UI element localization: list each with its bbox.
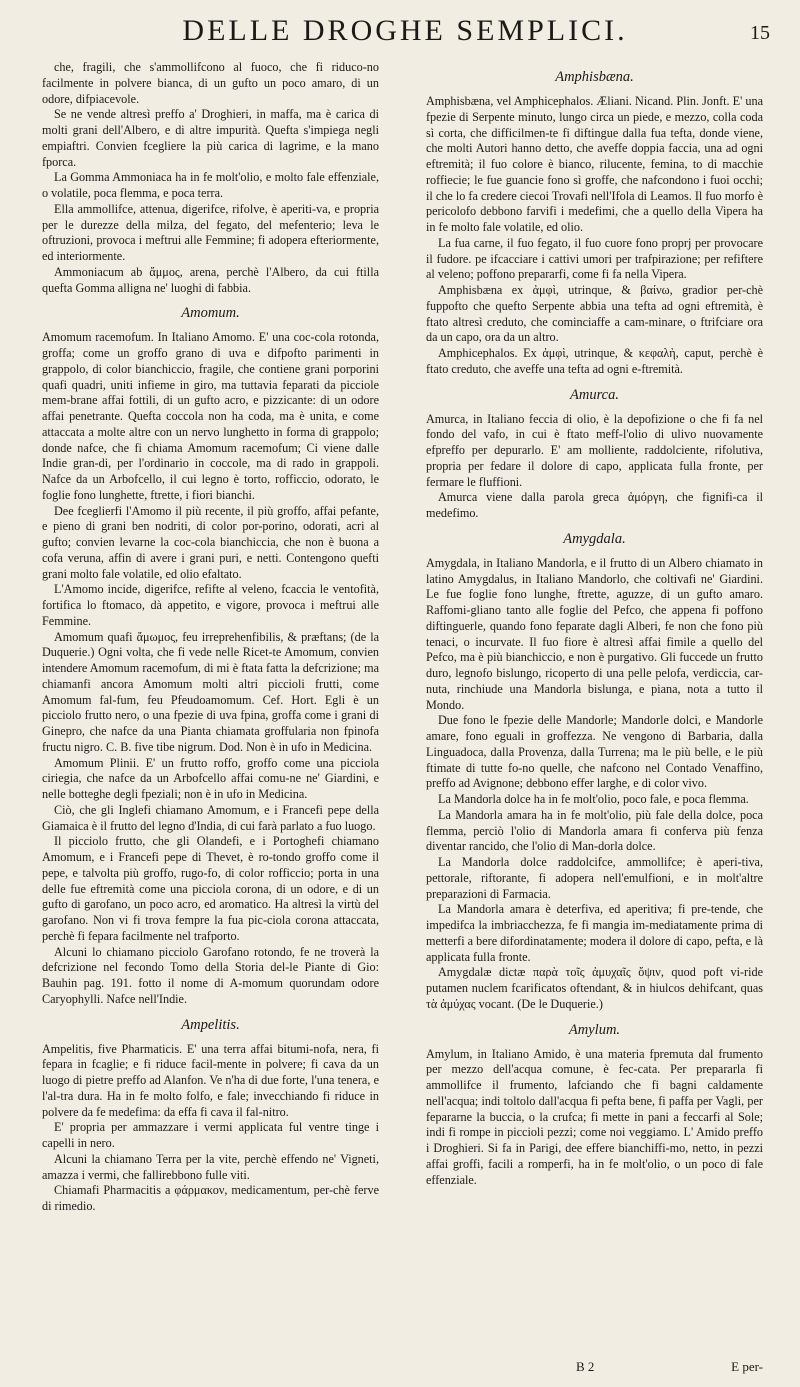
entry-paragraph: Amylum, in Italiano Amido, è una materia fpremuta dal frumento per mezzo dell'acqua comune, è fec-cata. Per prepararla fi ammollifce il frumento, lafciando che fi bagni caldamente nell'acqua; indi toltolo dall'acqua fi pefta bene, fi paffa per Vagli, per fepararne la buccia, o la crufca; fi mette in pani a feccarfi al Sole; indi fi rompe in piccioli pezzi; come noi veggiamo. L' Amido preffo i Droghieri. Si fa in Parigi, dee effere bianchiffi-mo, netto, in pezzi affai groffi, facili a romperfi, ha in fe molt'olio, o un poco di fale effenziale. [426,1046,763,1187]
entry-paragraph: Alcuni lo chiamano picciolo Garofano rotondo, fe ne troverà la defcrizione nel fecondo Tomo della Storia del-le Piante di Gio: Bauhin pag. 191. fotto il nome di A-momum quorundam odore Caryophylli. Nafce nell'Indie. [42,944,379,1006]
dictionary-entry [426,1021,763,1189]
entry-paragraph: Dee fceglierfi l'Amomo il più recente, il più groffo, affai pefante, e pieno di grani ben nodriti, di color por-porino, odorati, acri al gufto; convien levarne la coc-cola bianchiccia, che non è buona a cofa veruna, affin di avere i grani puri, e netti. Contengono quefti grani molto fale volatile, ed olio efaltato. [42,503,379,581]
entry-title: Amylum. [568,1021,621,1038]
entry-paragraph: La Mandorla amara ha in fe molt'olio, più fale della dolce, poca flemma, perciò l'olio di Mandorla amara fi conferva più fenza diventar rancido, che l'olio di Man-dorla dolce. [426,807,763,854]
signature-mark: B 2 [576,1359,595,1374]
entry-title: Ampelitis. [181,1016,240,1033]
entry-title: Amomum. [181,305,240,322]
entry-paragraph: Amphisbæna ex ἀμφὶ, utrinque, & βαίνω, gradior per-chè fuppofto che quefto Serpente abbia una tefta ad ogni eftremità, è ftato altresì creduto, che cominciaffe a cam-minare, o ftrifciare ora da un capo, ora da un altro. [426,283,763,345]
entry-paragraph: La Mandorla dolce ha in fe molt'olio, poco fale, e poca flemma. [438,792,749,806]
dictionary-entry [42,60,379,296]
running-title: DELLE DROGHE SEMPLICI. [182,14,628,47]
dictionary-entry [426,68,763,378]
page-number: 15 [750,22,770,44]
entry-paragraph: che, fragili, che s'ammollifcono al fuoco, che fi riduco-no facilmente in polvere bianca, di un gufto un poco amaro, di un odore, difpiacevole. [42,60,379,106]
entry-paragraph: E' propria per ammazzare i vermi applicata ful ventre tinge i capelli in nero. [42,1120,379,1150]
dictionary-entry [426,530,763,1013]
entry-paragraph: Amurca, in Italiano feccia di olio, è la depofizione o che fi fa nel fondo del vafo, in cui è ftato meff-l'olio di ulivo nuovamente efpreffo per depurarlo. E' am molliente, raddolciente, rifolutiva, propria per fedare il dolore di capo, applicata fulla fronte, per fermare le fluffioni. [426,411,763,489]
entry-paragraph: Amygdalæ dictæ παρὰ τοῖς ἀμυχαῖς ὄψιν, quod poft vi-ride putamen nuclem fcarificatos oftendant, & in hiulcos dehifcant, quas τὰ ἀμύχας vocant. (De le Duquerie.) [426,965,763,1011]
entry-paragraph: La Gomma Ammoniaca ha in fe molt'olio, e molto fale effenziale, o volatile, poca flemma, e poca terra. [42,170,379,200]
entry-paragraph: Amomum racemofum. In Italiano Amomo. E' una coc-cola rotonda, groffa; come un groffo grano di uva e difpofto parimenti in grappolo, di color bianchiccio, fragile, che contiene grani porporini quafi quadri, uniti infieme in giro, ma tuttavia feparati da picciole mem-brane affai fottili, di un gufto acro, e pizzicante: di un odore affai penetrante. Quefta coccola non ha coda, ma è unita, e come attaccata a molte altre con un nervo lunghetto in forma di grappolo; donde nafce, che fi chiama Amomum racemofum; Ci viene dalle Indie gran-di, per l'ordinario in coccole, ma di rado in grappoli. Nafce da un Arbofcello, il cui legno è torto, rofficcio, odorato, le foglie fono lunghette, ftrette, i fiori bianchi. [42,330,379,502]
entry-title: Amygdala. [563,530,626,547]
entry-paragraph: La Mandorla amara è deterfiva, ed aperitiva; fi pre-tende, che impedifca la imbriacchezza, fe fi mangia im-mediatamente prima di metterfi a bere difordinatamente; modera il dolore di capo, pefta, e là applicata fulla fronte. [426,902,763,964]
entry-paragraph: Amomum quafi ἄμωμος, feu irreprehenfibilis, & præftans; (de la Duquerie.) Ogni volta, che fi vede nelle Ricet-te Amomum, convien intendere Amomum racemofum, di mi è ftata fatta la defcrizione; ma chiamanfi ancora Amomum molti altri piccioli frutti, come Amomum fal-fum, feu Pfeudoamomum. Cef. Hort. Egli è un picciolo frutto nero, o una fpezie di uva fpina, groffa come i grani di Ginepro, che nafce da una Pianta chiamata groffularia non fpinofa fructu nigro. C. B. five tibe nigrum. Dod. Non è in ufo in Medicina. [42,629,379,754]
page-header [40,14,770,54]
entry-paragraph: Ella ammollifce, attenua, digerifce, rifolve, è aperiti-va, e propria per le durezze della milza, del fegato, del mefenterio; leva le oftruzioni, provoca i meftrui alle Femmine; fi adopera efteriormente, ed interiormente. [42,201,379,263]
entry-paragraph: L'Amomo incide, digerifce, refifte al veleno, fcaccia le ventofità, fortifica lo ftomaco, dà appetito, e vigore, provoca i meftrui alle Femmine. [42,582,379,628]
entry-paragraph: Amomum Plinii. E' un frutto roffo, groffo come una picciola ciriegia, che nafce da un Arbofcello affai comu-ne ne' Giardini, e nelle botteghe degli fpeziali; non è in ufo in Medicina. [42,755,379,801]
entry-paragraph: Ciò, che gli Inglefi chiamano Amomum, e i Francefi pepe della Giamaica è il frutto del legno d'India, di cui farà parlato a fuo luogo. [42,802,379,833]
entry-title: Amurca. [570,386,619,403]
entry-paragraph: Amurca viene dalla parola greca ἀμόργη, che fignifi-ca il medefimo. [426,490,763,520]
entry-paragraph: Ammoniacum ab ἄμμος, arena, perchè l'Albero, da cui ftilla quefta Gomma alligna ne' luoghi di fabbia. [42,264,379,295]
entry-paragraph: Amygdala, in Italiano Mandorla, e il frutto di un Albero chiamato in latino Amygdalus, in Italiano Mandorlo, che coltivafi ne' Giardini. Le fue foglie fono lunghe, ftrette, aguzze, di un gufto amaro. Raffomi-gliano tanto alle foglie del Pefco, che appena fi poffono diftinguerle, quando fono feparate dagli Alberi, fe non che fono più tenaci, o incurvate. Il fuo fiore è altresì affai fimile a quello del Pefco, ma è più bianchiccio, e non è purgativo. Gli fuccede un frutto duro, legnofo bislungo, ricoperto di una pelle pelofa, verdiccia, car-nuta, rinchiude una Mandorla bislunga, e piana, nota a tutto il Mondo. [426,555,763,712]
catchword: E per- [731,1359,763,1374]
entry-paragraph: Chiamafi Pharmacitis a φάρμακον, medicamentum, per-chè ferve di rimedio. [42,1183,379,1213]
entry-paragraph: Ampelitis, five Pharmaticis. E' una terra affai bitumi-nofa, nera, fi fepara in fcaglie; e fi riduce facil-mente in polvere; fi cava da un luogo di pietre preffo ad Alanfon. Ve n'ha di due forte, l'una tenera, e l'al-tra dura. Ha in fe molto folfo, e fale; invecchiando fi riduce in polvere da fe medefima: da effa fi cava il fal-nitro. [42,1041,379,1119]
right-column [426,60,763,1360]
dictionary-entry [426,386,763,522]
dictionary-entry [42,304,379,1007]
entry-paragraph: Se ne vende altresì preffo a' Droghieri, in maffa, ma è carica di molti grani dell'Albero, e di altre impurità. Quefta s'impiega negli empiaftri. Convien fcegliere la più carica di lagrime, e la mano fporca. [42,107,379,169]
page-footer [426,1359,763,1379]
entry-paragraph: La fua carne, il fuo fegato, il fuo cuore fono proprj per provocare il fudore. pe ifcacciare i cattivi umori per trafpirazione; per refiftere al veleno; poffono prepararfi, come fi fa nella Vipera. [426,235,763,282]
entry-paragraph: Due fono le fpezie delle Mandorle; Mandorle dolci, e Mandorle amare, fono eguali in groffezza. Ne vengono di Barbaria, dalla Linguadoca, dalla Provenza, dalla Turrena; ma le più belle, e le più ftimate di tutte fo-no quelle, che nafcono nel Contado Venaffino, preffo ad Avignone; debbono effer larghe, e di color vivo. [426,713,763,791]
left-column [42,60,379,1360]
entry-paragraph: Il picciolo frutto, che gli Olandefi, e i Portoghefi chiamano Amomum, e i Francefi pepe di Thevet, è ro-tondo groffo come il pepe, e talvolta più groffo, rugo-fo, di color rofficcio; porta in una delle fue eftremità come una picciola corona, di un odore, e di un gufto di garofano, un poco acro, ed aromatico. Ha altresì la virtù del garofano. Non vi fi trova fempre la fua pic-ciola corona attaccata, perchè fi fepara facilmente nel trafporto. [42,834,379,943]
entry-paragraph: La Mandorla dolce raddolcifce, ammollifce; è aperi-tiva, pettorale, riftorante, fi adopera nell'emulfioni, e in molt'altre preparazioni di Farmacia. [426,855,763,901]
entry-paragraph: Amphicephalos. Ex ἀμφὶ, utrinque, & κεφαλὴ, caput, perchè è ftato creduto, che aveffe una tefta ad ogni e-ftremità. [426,346,763,376]
entry-title: Amphisbæna. [555,69,634,85]
entry-paragraph: Alcuni la chiamano Terra per la vite, perchè effendo ne' Vigneti, amazza i vermi, che fallirebbono fulle viti. [42,1151,379,1182]
dictionary-entry [42,1016,379,1215]
entry-paragraph: Amphisbæna, vel Amphicephalos. Æliani. Nicand. Plin. Jonft. E' una fpezie di Serpente minuto, lungo circa un piede, e mezzo, colla coda sì corta, che difficilmen-te fi diftingue dalla fua tefta, donde viene, che molti Autori hanno detto, che aveffe doppia faccia, una ad ogni eftremità; il fuo colore è bianco, rilucente, femina, to di macchie roffiecie; le fue guancie fono sì groffe, che nafcondono i fuoi occhi; il che lo fa credere ciecoi Trovafi nell'Ifola di Leamos. Il fuo morfo è pericolofo debbono farvifi i medefimi, che a quello della Vipera ha in fe molto fale volatile, ed olio. [426,94,763,234]
